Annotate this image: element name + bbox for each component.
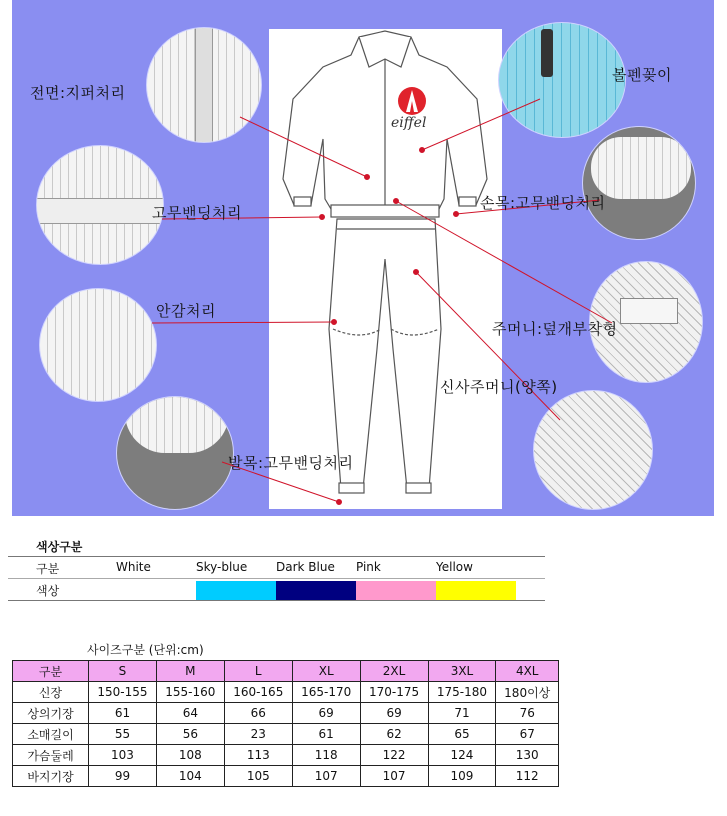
table-row	[13, 766, 559, 787]
color-header-label: 구분	[36, 562, 60, 576]
table-cell: 67	[496, 724, 559, 745]
callout-side-pocket: 신사주머니(양쪽)	[440, 378, 558, 396]
table-cell: 65	[428, 724, 496, 745]
row-label: 가슴둘레	[13, 745, 89, 766]
row-label: 소매길이	[13, 724, 89, 745]
swatch-white	[116, 581, 196, 600]
callout-ankle: 발목:고무밴딩처리	[228, 454, 354, 472]
table-cell: 165-170	[292, 682, 360, 703]
table-cell: 155-160	[156, 682, 224, 703]
table-row	[13, 703, 559, 724]
table-cell: 69	[360, 703, 428, 724]
table-cell: 103	[89, 745, 157, 766]
callout-lines	[12, 0, 714, 516]
row-label: 신장	[13, 682, 89, 703]
table-cell: 76	[496, 703, 559, 724]
callout-pen-holder: 볼펜꽂이	[612, 66, 672, 84]
table-cell: 107	[360, 766, 428, 787]
table-cell: 118	[292, 745, 360, 766]
swatch-dark-blue	[276, 581, 356, 600]
size-header-cell: 3XL	[428, 661, 496, 682]
table-cell: 112	[496, 766, 559, 787]
table-cell: 130	[496, 745, 559, 766]
swatch-sky-blue	[196, 581, 276, 600]
callout-front-zipper: 전면:지퍼처리	[30, 84, 126, 102]
table-cell: 66	[224, 703, 292, 724]
color-name-dark-blue: Dark Blue	[276, 560, 335, 574]
callout-cuff: 손목:고무밴딩처리	[480, 194, 606, 212]
table-cell: 170-175	[360, 682, 428, 703]
color-table	[8, 556, 545, 601]
table-row	[13, 724, 559, 745]
table-cell: 113	[224, 745, 292, 766]
callout-pocket-flap: 주머니:덮개부착형	[492, 320, 618, 338]
row-label: 상의기장	[13, 703, 89, 724]
table-cell: 160-165	[224, 682, 292, 703]
size-section-title: 사이즈구분 (단위:cm)	[87, 643, 204, 657]
color-name-pink: Pink	[356, 560, 381, 574]
color-row-label: 색상	[36, 584, 60, 598]
table-row	[13, 682, 559, 703]
size-header-cell: 2XL	[360, 661, 428, 682]
table-cell: 124	[428, 745, 496, 766]
table-cell: 180이상	[496, 682, 559, 703]
size-header-cell: XL	[292, 661, 360, 682]
table-cell: 64	[156, 703, 224, 724]
table-cell: 62	[360, 724, 428, 745]
table-cell: 99	[89, 766, 157, 787]
brand-name: eiffel	[391, 115, 427, 131]
table-cell: 109	[428, 766, 496, 787]
size-table	[12, 660, 559, 787]
table-cell: 69	[292, 703, 360, 724]
table-cell: 104	[156, 766, 224, 787]
table-cell: 105	[224, 766, 292, 787]
size-header-cell: L	[224, 661, 292, 682]
table-cell: 150-155	[89, 682, 157, 703]
table-cell: 23	[224, 724, 292, 745]
table-cell: 61	[89, 703, 157, 724]
table-cell: 56	[156, 724, 224, 745]
table-cell: 55	[89, 724, 157, 745]
table-cell: 108	[156, 745, 224, 766]
size-header-label: 구분	[13, 661, 89, 682]
size-header-row	[13, 661, 559, 682]
color-header-row	[8, 557, 545, 578]
color-swatch-row	[8, 578, 545, 600]
row-label: 바지기장	[13, 766, 89, 787]
size-header-cell: 4XL	[496, 661, 559, 682]
table-row	[13, 745, 559, 766]
size-header-cell: M	[156, 661, 224, 682]
color-name-yellow: Yellow	[436, 560, 473, 574]
size-header-cell: S	[89, 661, 157, 682]
swatch-pink	[356, 581, 436, 600]
table-cell: 107	[292, 766, 360, 787]
swatch-yellow	[436, 581, 516, 600]
color-name-white: White	[116, 560, 151, 574]
product-diagram-panel	[12, 0, 714, 516]
table-cell: 122	[360, 745, 428, 766]
table-cell: 61	[292, 724, 360, 745]
table-cell: 175-180	[428, 682, 496, 703]
callout-lining: 안감처리	[156, 302, 216, 320]
size-table-body	[13, 682, 559, 787]
color-section-title: 색상구분	[36, 540, 83, 554]
table-cell: 71	[428, 703, 496, 724]
callout-waist-rubber-band: 고무밴딩처리	[152, 204, 242, 222]
color-name-sky-blue: Sky-blue	[196, 560, 248, 574]
